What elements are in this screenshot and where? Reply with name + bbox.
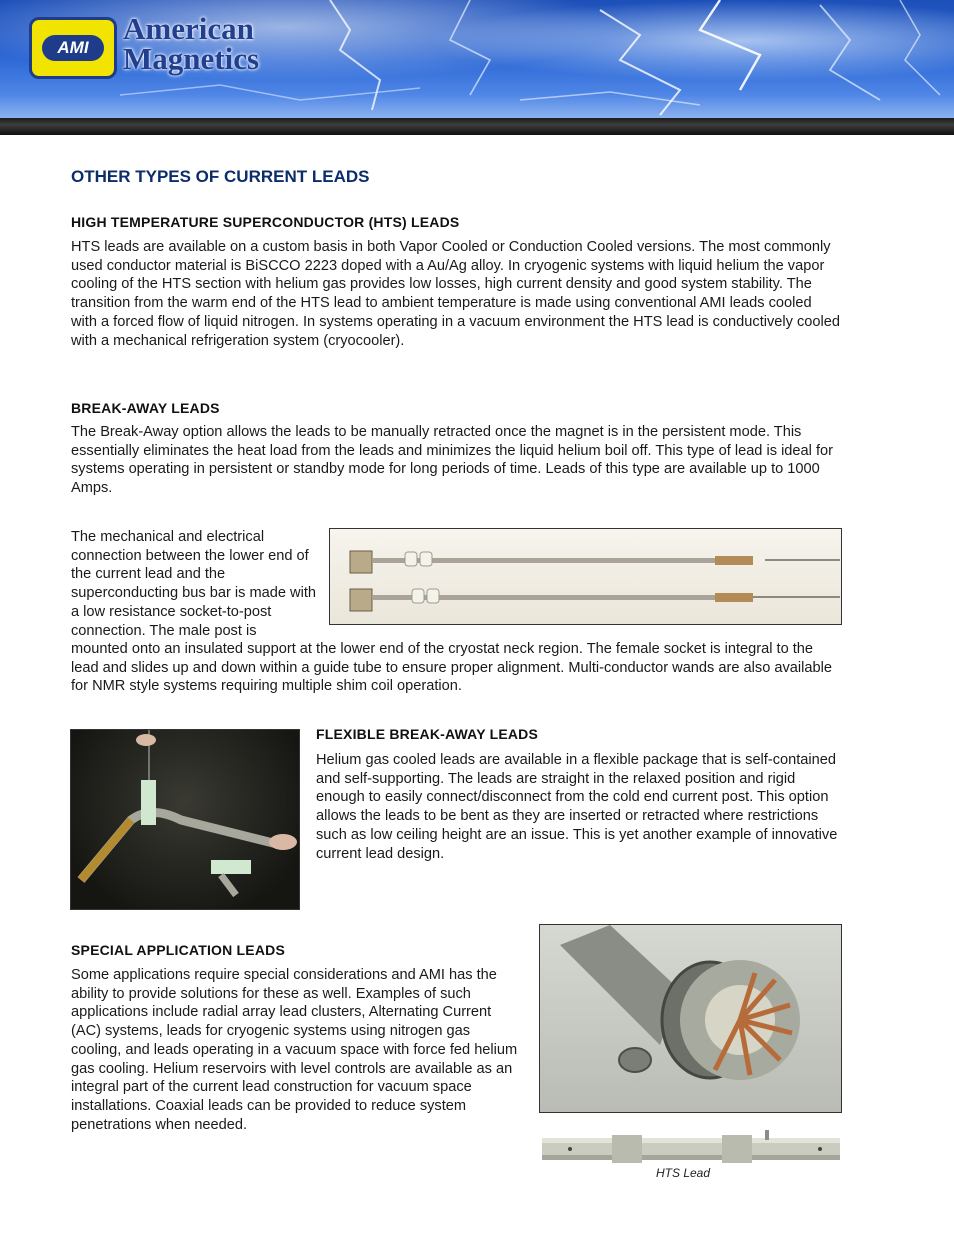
flexible-leads-photo <box>70 729 300 910</box>
logo-wordmark <box>123 11 260 76</box>
special-body: Some applications require special considerations and AMI has the ability to provide solutions for these as well. Examples of such applications include radial array lead clusters, Alternating Current (AC) systems, leads for cryogenic systems using nitrogen gas cooling, and leads operating in a vacuum space with force fed helium gas cooling. Helium reservoirs with level controls are available as an integral part of the current lead construction for vacuum space installations. Coaxial leads can be provided to reduce system penetrations when needed. <box>71 967 518 1133</box>
page-title: OTHER TYPES OF CURRENT LEADS <box>71 167 370 186</box>
radial-array-lead-photo <box>539 924 842 1113</box>
breakaway-heading: BREAK-AWAY LEADS <box>71 400 220 416</box>
breakaway-connection-text: The mechanical and electrical connection between the lower end of the current lead and the superconducting bus bar is made with a low resistance socket-to-post connection. The male post is <box>71 529 316 639</box>
flexible-heading: FLEXIBLE BREAK-AWAY LEADS <box>316 726 539 742</box>
hts-lead-photo <box>540 1130 842 1166</box>
header-banner <box>0 0 954 135</box>
hts-body: HTS leads are available on a custom basis in both Vapor Cooled or Conduction Cooled versions. The most commonly used conductor material is BiSCCO 2223 doped with a Au/Ag alloy. In cryogenic systems with liquid helium the vapor cooling of the HTS section with helium gas provides low losses, high current density and good system stability. The transition from the warm end of the HTS lead to ambient temperature is made using conventional AMI leads cooled with a forced flow of liquid nitrogen. In systems operating in a vacuum environment the HTS lead is conductively cooled with a mechanical refrigeration system (cryocooler). <box>71 239 841 349</box>
logo-line-2: Magnetics <box>123 41 260 76</box>
breakaway-body: The Break-Away option allows the leads to be manually retracted once the magnet is in the persistent mode. This essentially eliminates the heat load from the leads and minimizes the liquid helium boil off. This type of lead is ideal for systems operating in persistent or standby mode for long periods of time. Leads of this type are available up to 1000 Amps. <box>71 424 833 497</box>
logo-line-1: American <box>123 11 254 46</box>
logo-badge <box>29 17 117 79</box>
hts-lead-caption: HTS Lead <box>656 1166 711 1180</box>
banner-bottom-bar <box>0 118 954 135</box>
company-logo[interactable] <box>25 12 295 82</box>
breakaway-connection-text-continued: mounted onto an insulated support at the lower end of the cryostat neck region. The female socket is integral to the lead and slides up and down within a guide tube to ensure proper alignment. Multi-conductor wands are also available for NMR style systems requiring multiple shim coil operation. <box>71 641 832 695</box>
breakaway-leads-photo <box>329 528 842 625</box>
flexible-body: Helium gas cooled leads are available in a flexible package that is self-contained and self-supporting. The leads are straight in the relaxed position and rigid enough to easily connect/disconnect from the cold end current post. This option allows the leads to be bent as they are inserted or retracted where restrictions such as low ceiling height are an issue. This is yet another example of innovative current lead design. <box>316 752 838 862</box>
logo-badge-text: AMI <box>42 35 104 61</box>
hts-heading: HIGH TEMPERATURE SUPERCONDUCTOR (HTS) LEADS <box>71 214 460 230</box>
special-heading: SPECIAL APPLICATION LEADS <box>71 942 285 958</box>
